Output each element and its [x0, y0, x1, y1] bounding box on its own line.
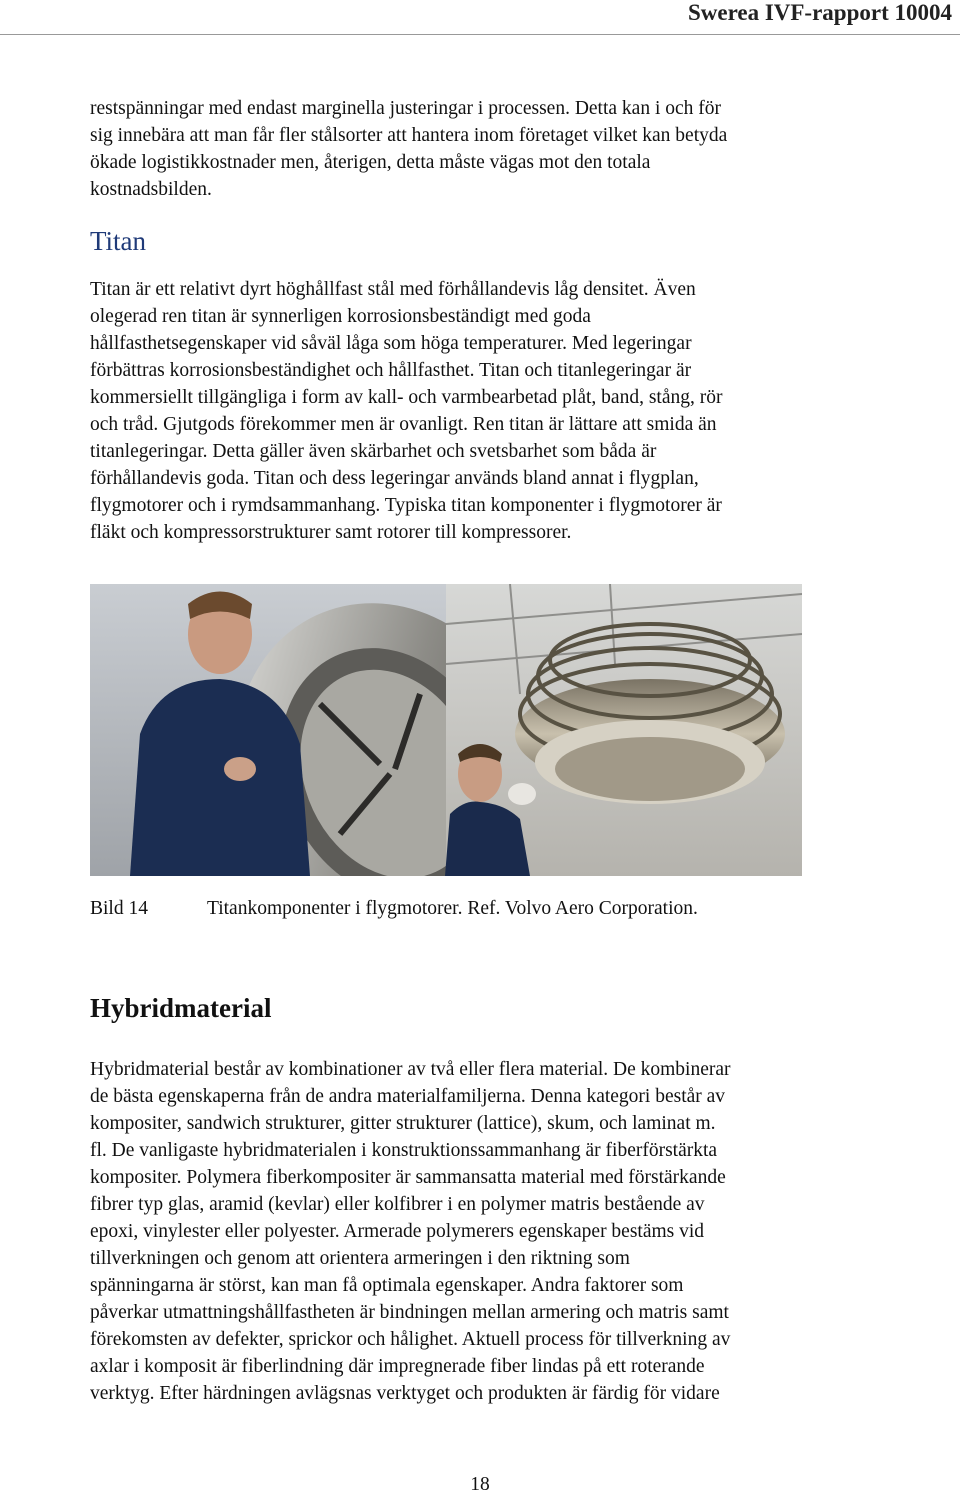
- intro-paragraph: [90, 95, 880, 203]
- text-line: spänningarna är störst, kan man få optimala egenskaper. Andra faktorer som: [90, 1275, 684, 1296]
- text-line: hållfasthetsegenskaper vid såväl låga som höga temperaturer. Med legeringar: [90, 333, 692, 354]
- text-line: kompositer, sandwich strukturer, gitter strukturer (lattice), skum, och laminat m.: [90, 1113, 716, 1134]
- titanium-components-photo: [90, 584, 802, 876]
- text-line: sig innebära att man får fler stålsorter att hantera inom företaget vilket kan betyda: [90, 125, 728, 146]
- text-line: Hybridmaterial består av kombinationer av två eller flera material. De kombinerar: [90, 1059, 731, 1080]
- text-line: titanlegeringar. Detta gäller även skärbarhet och svetsbarhet som båda är: [90, 441, 657, 462]
- photo-illustration: [90, 584, 802, 876]
- text-line: förbättras korrosionsbeständighet och hållfasthet. Titan och titanlegeringar är: [90, 360, 692, 381]
- text-line: epoxi, vinylester eller polyester. Armerade polymerers egenskaper bestäms vid: [90, 1221, 705, 1242]
- text-line: påverkar utmattningshållfastheten är bindningen mellan armering och matris samt: [90, 1302, 729, 1323]
- hybrid-heading: Hybridmaterial: [90, 993, 272, 1023]
- text-line: ökade logistikkostnader men, återigen, detta måste vägas mot den totala: [90, 152, 651, 173]
- text-line: olegerad ren titan är synnerligen korrosionsbeständigt med goda: [90, 306, 591, 327]
- titan-heading: Titan: [90, 226, 147, 256]
- text-line: fl. De vanligaste hybridmaterialen i konstruktionssammanhang är fiberförstärkta: [90, 1140, 718, 1161]
- text-line: flygmotorer och i rymdsammanhang. Typiska titan komponenter i flygmotorer är: [90, 495, 722, 516]
- figure-label: Bild 14: [90, 898, 148, 919]
- titan-paragraph: [90, 276, 880, 546]
- header-divider: [0, 34, 960, 35]
- figure-caption-text: Titankomponenter i flygmotorer. Ref. Volvo Aero Corporation.: [207, 898, 698, 919]
- text-line: och tråd. Gjutgods förekommer men är ovanligt. Ren titan är lättare att smida än: [90, 414, 717, 435]
- text-line: fläkt och kompressorstrukturer samt rotorer till kompressorer.: [90, 522, 572, 543]
- text-line: de bästa egenskaperna från de andra materialfamiljerna. Denna kategori består av: [90, 1086, 726, 1107]
- text-line: verktyg. Efter härdningen avlägsnas verktyget och produkten är färdig för vidare: [90, 1383, 720, 1404]
- text-line: tillverkningen och genom att orientera armeringen i den riktning som: [90, 1248, 630, 1269]
- text-line: förhållandevis goda. Titan och dess legeringar används bland annat i flygplan,: [90, 468, 699, 489]
- text-line: fibrer typ glas, aramid (kevlar) eller kolfibrer i en polymer matris bestående av: [90, 1194, 705, 1215]
- text-line: kostnadsbilden.: [90, 179, 212, 200]
- report-title: Swerea IVF-rapport 10004: [687, 0, 952, 25]
- text-line: restspänningar med endast marginella justeringar i processen. Detta kan i och för: [90, 98, 722, 119]
- text-line: kommersiellt tillgängliga i form av kall- och varmbearbetad plåt, band, stång, rör: [90, 387, 723, 408]
- text-line: kompositer. Polymera fiberkompositer är sammansatta material med förstärkande: [90, 1167, 726, 1188]
- page-header: [0, 0, 960, 30]
- page-number: 18: [470, 1474, 490, 1495]
- hybrid-paragraph: [90, 1056, 880, 1407]
- text-line: förekomsten av defekter, sprickor och hålighet. Aktuell process för tillverkning av: [90, 1329, 731, 1350]
- text-line: axlar i komposit är fiberlindning där impregnerade fiber lindas på ett roterande: [90, 1356, 705, 1377]
- text-line: Titan är ett relativt dyrt höghållfast stål med förhållandevis låg densitet. Även: [90, 279, 696, 300]
